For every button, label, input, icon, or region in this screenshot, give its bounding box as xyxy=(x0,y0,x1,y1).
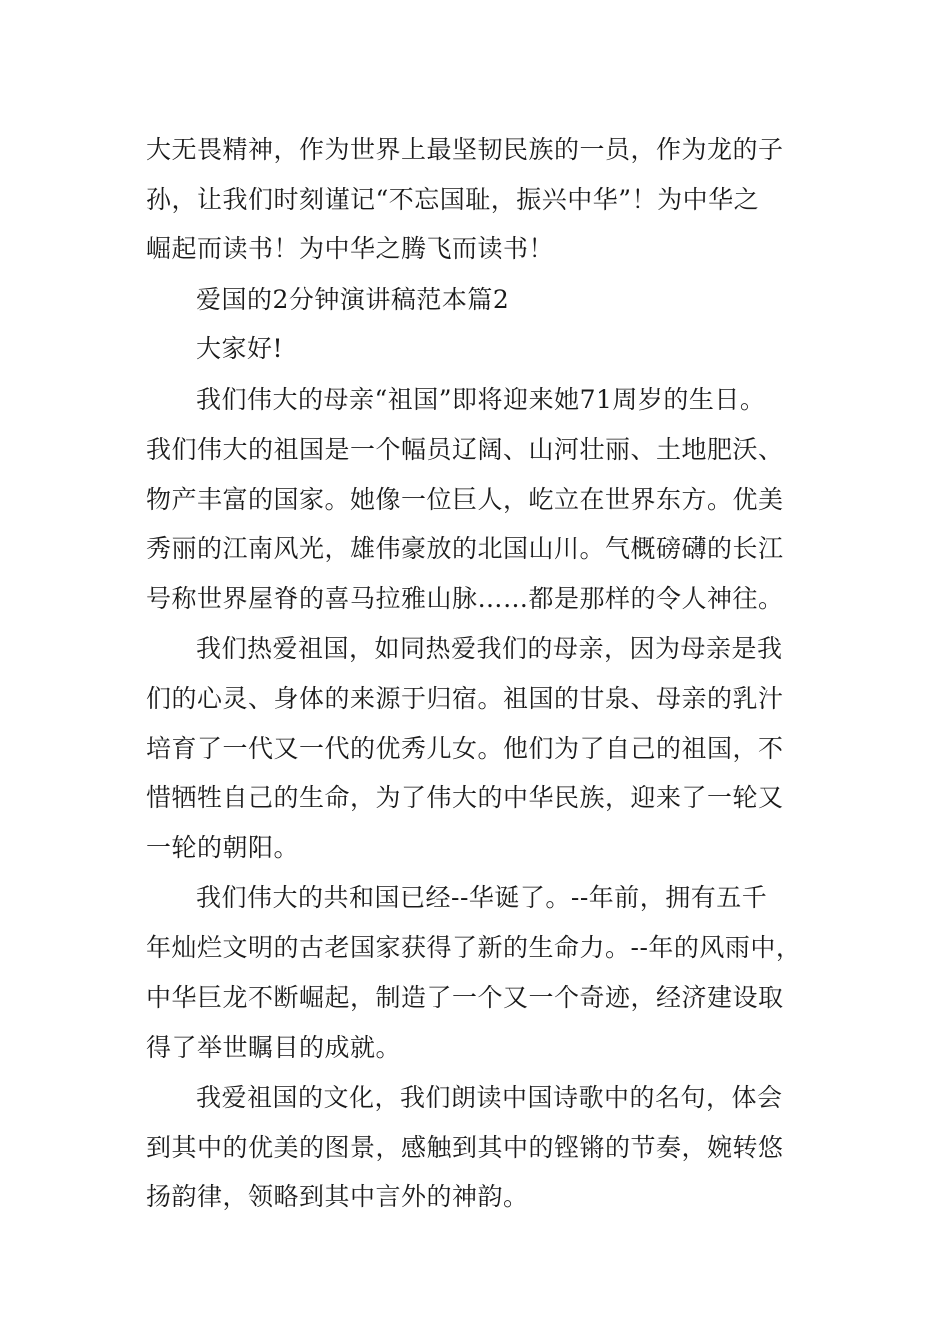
text-line: 中华巨龙不断崛起，制造了一个又一个奇迹，经济建设取 xyxy=(146,983,784,1012)
text-line: 们的心灵、身体的来源于归宿。祖国的甘泉、母亲的乳汁 xyxy=(146,684,784,713)
text-line: 物产丰富的国家。她像一位巨人，屹立在世界东方。优美 xyxy=(146,485,784,514)
text-line: 我们热爱祖国，如同热爱我们的母亲，因为母亲是我 xyxy=(196,634,783,663)
text-line: 大无畏精神，作为世界上最坚韧民族的一员，作为龙的子 xyxy=(146,135,784,164)
greeting: 大家好! xyxy=(196,334,284,363)
section-title: 爱国的2分钟演讲稿范本篇2 xyxy=(196,285,510,314)
text-line: 我爱祖国的文化，我们朗读中国诗歌中的名句，体会 xyxy=(196,1083,783,1112)
text-line: 培育了一代又一代的优秀儿女。他们为了自己的祖国，不 xyxy=(146,734,784,763)
text-line: 我们伟大的祖国是一个幅员辽阔、山河壮丽、土地肥沃、 xyxy=(146,435,784,464)
text-line: 年灿烂文明的古老国家获得了新的生命力。--年的风雨中， xyxy=(146,933,802,962)
text-line: 得了举世瞩目的成就。 xyxy=(146,1033,402,1062)
text-line: 到其中的优美的图景，感触到其中的铿锵的节奏，婉转悠 xyxy=(146,1133,784,1162)
text-line: 一轮的朝阳。 xyxy=(146,833,300,862)
text-line: 我们伟大的母亲“祖国”即将迎来她71周岁的生日。 xyxy=(196,385,766,414)
text-line: 扬韵律，领略到其中言外的神韵。 xyxy=(146,1182,529,1211)
text-line: 我们伟大的共和国已经--华诞了。--年前，拥有五千 xyxy=(196,883,768,912)
text-line: 孙，让我们时刻谨记“不忘国耻，振兴中华”！为中华之 xyxy=(146,185,760,214)
text-line: 惜牺牲自己的生命，为了伟大的中华民族，迎来了一轮又 xyxy=(146,783,784,812)
text-line: 崛起而读书！为中华之腾飞而读书！ xyxy=(146,234,555,263)
text-line: 号称世界屋脊的喜马拉雅山脉……都是那样的令人神往。 xyxy=(146,584,784,613)
text-line: 秀丽的江南风光，雄伟豪放的北国山川。气概磅礴的长江 xyxy=(146,534,784,563)
